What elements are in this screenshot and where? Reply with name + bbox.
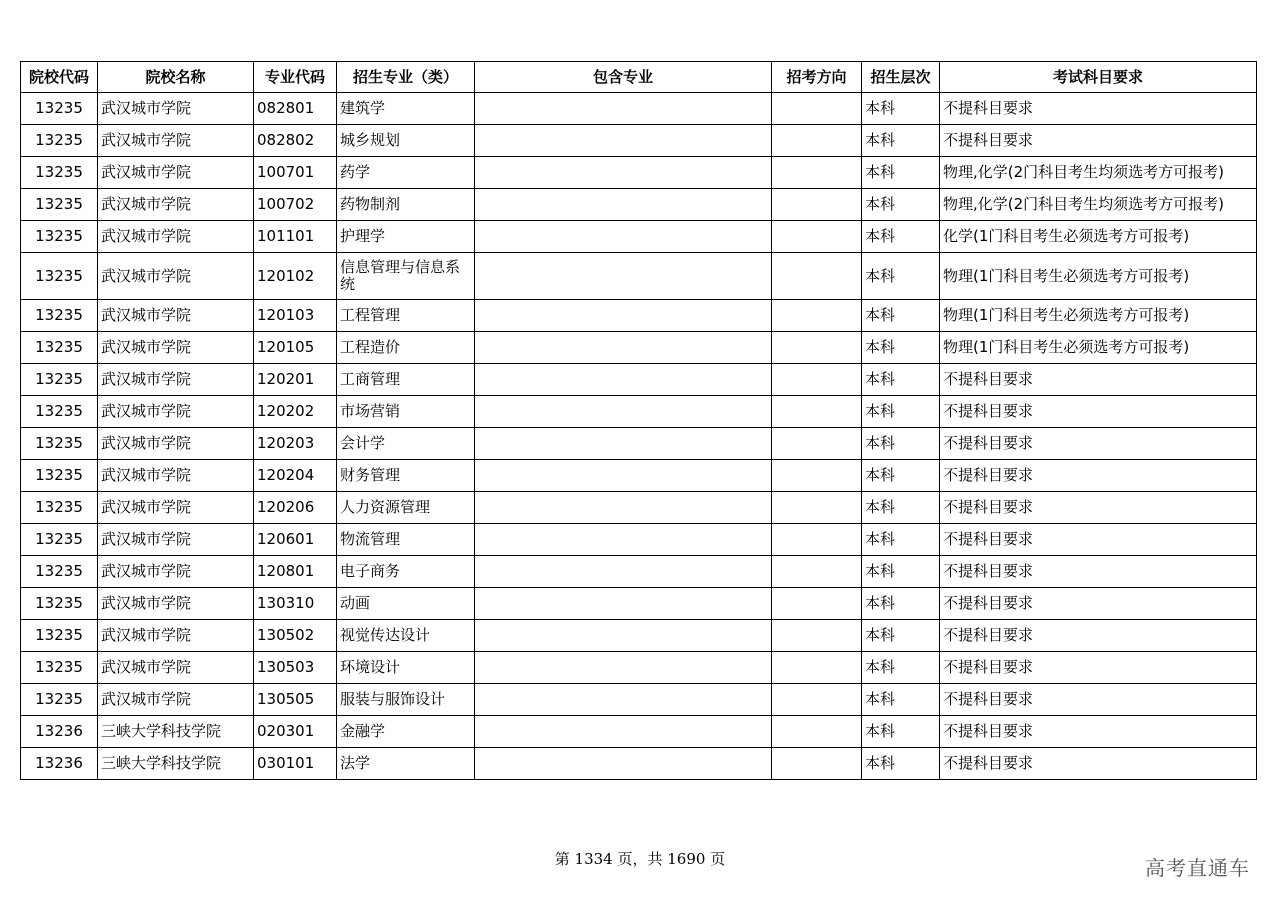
major-cell: 城乡规划 xyxy=(337,125,475,157)
school-name-cell: 武汉城市学院 xyxy=(98,556,254,588)
major-cell: 市场营销 xyxy=(337,396,475,428)
major-cell: 金融学 xyxy=(337,716,475,748)
school-name-cell: 武汉城市学院 xyxy=(98,157,254,189)
table-row xyxy=(21,524,1257,556)
level-cell: 本科 xyxy=(862,716,940,748)
school-code-cell: 13235 xyxy=(21,588,98,620)
major-code-cell: 130502 xyxy=(254,620,337,652)
subject-requirement-cell: 不提科目要求 xyxy=(940,684,1257,716)
school-code-cell: 13235 xyxy=(21,125,98,157)
subject-requirement-cell: 物理,化学(2门科目考生均须选考方可报考) xyxy=(940,189,1257,221)
major-cell: 物流管理 xyxy=(337,524,475,556)
school-name-cell: 武汉城市学院 xyxy=(98,253,254,300)
header-school-code: 院校代码 xyxy=(21,62,98,93)
direction-cell xyxy=(772,221,862,253)
direction-cell xyxy=(772,93,862,125)
school-name-cell: 武汉城市学院 xyxy=(98,364,254,396)
school-code-cell: 13235 xyxy=(21,332,98,364)
table-row xyxy=(21,652,1257,684)
major-cell: 会计学 xyxy=(337,428,475,460)
level-cell: 本科 xyxy=(862,620,940,652)
subject-requirement-cell: 不提科目要求 xyxy=(940,524,1257,556)
header-major: 招生专业（类） xyxy=(337,62,475,93)
included-majors-cell xyxy=(475,748,772,780)
school-name-cell: 武汉城市学院 xyxy=(98,189,254,221)
subject-requirement-cell: 不提科目要求 xyxy=(940,396,1257,428)
subject-requirement-cell: 化学(1门科目考生必须选考方可报考) xyxy=(940,221,1257,253)
school-code-cell: 13235 xyxy=(21,428,98,460)
major-code-cell: 120201 xyxy=(254,364,337,396)
level-cell: 本科 xyxy=(862,588,940,620)
school-name-cell: 武汉城市学院 xyxy=(98,684,254,716)
major-code-cell: 101101 xyxy=(254,221,337,253)
level-cell: 本科 xyxy=(862,684,940,716)
major-code-cell: 130505 xyxy=(254,684,337,716)
included-majors-cell xyxy=(475,652,772,684)
major-cell: 服装与服饰设计 xyxy=(337,684,475,716)
major-cell: 信息管理与信息系统 xyxy=(337,253,475,300)
level-cell: 本科 xyxy=(862,332,940,364)
school-code-cell: 13235 xyxy=(21,189,98,221)
header-subject-requirement: 考试科目要求 xyxy=(940,62,1257,93)
subject-requirement-cell: 物理(1门科目考生必须选考方可报考) xyxy=(940,332,1257,364)
major-code-cell: 120206 xyxy=(254,492,337,524)
direction-cell xyxy=(772,428,862,460)
included-majors-cell xyxy=(475,588,772,620)
major-code-cell: 082802 xyxy=(254,125,337,157)
school-name-cell: 武汉城市学院 xyxy=(98,492,254,524)
level-cell: 本科 xyxy=(862,524,940,556)
school-name-cell: 武汉城市学院 xyxy=(98,125,254,157)
subject-requirement-cell: 不提科目要求 xyxy=(940,556,1257,588)
included-majors-cell xyxy=(475,253,772,300)
included-majors-cell xyxy=(475,428,772,460)
school-code-cell: 13235 xyxy=(21,364,98,396)
included-majors-cell xyxy=(475,157,772,189)
table-row xyxy=(21,253,1257,300)
direction-cell xyxy=(772,748,862,780)
major-cell: 药物制剂 xyxy=(337,189,475,221)
direction-cell xyxy=(772,588,862,620)
subject-requirement-cell: 不提科目要求 xyxy=(940,125,1257,157)
watermark: 高考直通车 xyxy=(1145,856,1250,880)
school-name-cell: 武汉城市学院 xyxy=(98,332,254,364)
school-name-cell: 武汉城市学院 xyxy=(98,428,254,460)
major-cell: 视觉传达设计 xyxy=(337,620,475,652)
subject-requirement-cell: 物理(1门科目考生必须选考方可报考) xyxy=(940,300,1257,332)
major-code-cell: 120601 xyxy=(254,524,337,556)
header-school-name: 院校名称 xyxy=(98,62,254,93)
direction-cell xyxy=(772,524,862,556)
header-major-code: 专业代码 xyxy=(254,62,337,93)
major-code-cell: 120203 xyxy=(254,428,337,460)
page-number: 第 1334 页，共 1690 页 xyxy=(554,850,726,868)
school-code-cell: 13235 xyxy=(21,460,98,492)
admissions-table xyxy=(20,61,1257,780)
major-code-cell: 100702 xyxy=(254,189,337,221)
included-majors-cell xyxy=(475,364,772,396)
header-level: 招生层次 xyxy=(862,62,940,93)
major-cell: 环境设计 xyxy=(337,652,475,684)
table-row xyxy=(21,684,1257,716)
major-cell: 法学 xyxy=(337,748,475,780)
major-cell: 护理学 xyxy=(337,221,475,253)
included-majors-cell xyxy=(475,93,772,125)
major-cell: 电子商务 xyxy=(337,556,475,588)
level-cell: 本科 xyxy=(862,125,940,157)
direction-cell xyxy=(772,716,862,748)
table-row xyxy=(21,428,1257,460)
school-name-cell: 武汉城市学院 xyxy=(98,588,254,620)
school-code-cell: 13235 xyxy=(21,221,98,253)
direction-cell xyxy=(772,396,862,428)
direction-cell xyxy=(772,684,862,716)
table-row xyxy=(21,396,1257,428)
header-included-majors: 包含专业 xyxy=(475,62,772,93)
major-cell: 工程造价 xyxy=(337,332,475,364)
major-code-cell: 130310 xyxy=(254,588,337,620)
subject-requirement-cell: 不提科目要求 xyxy=(940,364,1257,396)
table-row xyxy=(21,716,1257,748)
direction-cell xyxy=(772,189,862,221)
major-code-cell: 030101 xyxy=(254,748,337,780)
school-code-cell: 13235 xyxy=(21,396,98,428)
level-cell: 本科 xyxy=(862,189,940,221)
table-row xyxy=(21,460,1257,492)
table-row xyxy=(21,556,1257,588)
level-cell: 本科 xyxy=(862,396,940,428)
direction-cell xyxy=(772,157,862,189)
major-code-cell: 020301 xyxy=(254,716,337,748)
subject-requirement-cell: 不提科目要求 xyxy=(940,492,1257,524)
school-code-cell: 13235 xyxy=(21,652,98,684)
major-code-cell: 120103 xyxy=(254,300,337,332)
table-row xyxy=(21,620,1257,652)
direction-cell xyxy=(772,300,862,332)
included-majors-cell xyxy=(475,396,772,428)
table-row xyxy=(21,157,1257,189)
subject-requirement-cell: 物理,化学(2门科目考生均须选考方可报考) xyxy=(940,157,1257,189)
major-code-cell: 120204 xyxy=(254,460,337,492)
level-cell: 本科 xyxy=(862,93,940,125)
subject-requirement-cell: 不提科目要求 xyxy=(940,460,1257,492)
major-cell: 工程管理 xyxy=(337,300,475,332)
school-name-cell: 武汉城市学院 xyxy=(98,93,254,125)
school-code-cell: 13235 xyxy=(21,620,98,652)
direction-cell xyxy=(772,125,862,157)
school-name-cell: 武汉城市学院 xyxy=(98,396,254,428)
header-direction: 招考方向 xyxy=(772,62,862,93)
school-code-cell: 13236 xyxy=(21,748,98,780)
school-code-cell: 13235 xyxy=(21,492,98,524)
direction-cell xyxy=(772,332,862,364)
direction-cell xyxy=(772,652,862,684)
subject-requirement-cell: 不提科目要求 xyxy=(940,588,1257,620)
table-row xyxy=(21,125,1257,157)
direction-cell xyxy=(772,492,862,524)
level-cell: 本科 xyxy=(862,652,940,684)
school-name-cell: 武汉城市学院 xyxy=(98,460,254,492)
school-name-cell: 三峡大学科技学院 xyxy=(98,748,254,780)
subject-requirement-cell: 不提科目要求 xyxy=(940,716,1257,748)
included-majors-cell xyxy=(475,524,772,556)
table-row xyxy=(21,748,1257,780)
table-row xyxy=(21,221,1257,253)
major-code-cell: 120801 xyxy=(254,556,337,588)
level-cell: 本科 xyxy=(862,428,940,460)
included-majors-cell xyxy=(475,189,772,221)
subject-requirement-cell: 不提科目要求 xyxy=(940,620,1257,652)
subject-requirement-cell: 不提科目要求 xyxy=(940,93,1257,125)
subject-requirement-cell: 不提科目要求 xyxy=(940,748,1257,780)
level-cell: 本科 xyxy=(862,364,940,396)
major-code-cell: 100701 xyxy=(254,157,337,189)
level-cell: 本科 xyxy=(862,492,940,524)
major-cell: 财务管理 xyxy=(337,460,475,492)
school-code-cell: 13235 xyxy=(21,157,98,189)
subject-requirement-cell: 不提科目要求 xyxy=(940,428,1257,460)
major-code-cell: 120105 xyxy=(254,332,337,364)
major-cell: 建筑学 xyxy=(337,93,475,125)
table-row xyxy=(21,300,1257,332)
subject-requirement-cell: 不提科目要求 xyxy=(940,652,1257,684)
school-code-cell: 13235 xyxy=(21,300,98,332)
table-row xyxy=(21,588,1257,620)
school-code-cell: 13235 xyxy=(21,684,98,716)
school-name-cell: 武汉城市学院 xyxy=(98,221,254,253)
included-majors-cell xyxy=(475,125,772,157)
level-cell: 本科 xyxy=(862,748,940,780)
school-name-cell: 三峡大学科技学院 xyxy=(98,716,254,748)
included-majors-cell xyxy=(475,684,772,716)
included-majors-cell xyxy=(475,460,772,492)
school-code-cell: 13235 xyxy=(21,93,98,125)
included-majors-cell xyxy=(475,332,772,364)
major-code-cell: 130503 xyxy=(254,652,337,684)
school-code-cell: 13235 xyxy=(21,253,98,300)
table-row xyxy=(21,189,1257,221)
major-code-cell: 120102 xyxy=(254,253,337,300)
school-code-cell: 13235 xyxy=(21,524,98,556)
major-cell: 动画 xyxy=(337,588,475,620)
major-code-cell: 120202 xyxy=(254,396,337,428)
table-row xyxy=(21,492,1257,524)
major-cell: 药学 xyxy=(337,157,475,189)
level-cell: 本科 xyxy=(862,221,940,253)
included-majors-cell xyxy=(475,620,772,652)
major-code-cell: 082801 xyxy=(254,93,337,125)
direction-cell xyxy=(772,253,862,300)
direction-cell xyxy=(772,620,862,652)
level-cell: 本科 xyxy=(862,460,940,492)
major-cell: 工商管理 xyxy=(337,364,475,396)
direction-cell xyxy=(772,364,862,396)
subject-requirement-cell: 物理(1门科目考生必须选考方可报考) xyxy=(940,253,1257,300)
included-majors-cell xyxy=(475,556,772,588)
included-majors-cell xyxy=(475,300,772,332)
major-cell: 人力资源管理 xyxy=(337,492,475,524)
level-cell: 本科 xyxy=(862,253,940,300)
school-name-cell: 武汉城市学院 xyxy=(98,652,254,684)
level-cell: 本科 xyxy=(862,300,940,332)
table-row xyxy=(21,93,1257,125)
table-header-row xyxy=(21,62,1257,93)
included-majors-cell xyxy=(475,492,772,524)
school-name-cell: 武汉城市学院 xyxy=(98,300,254,332)
direction-cell xyxy=(772,556,862,588)
school-code-cell: 13235 xyxy=(21,556,98,588)
level-cell: 本科 xyxy=(862,556,940,588)
school-code-cell: 13236 xyxy=(21,716,98,748)
school-name-cell: 武汉城市学院 xyxy=(98,524,254,556)
level-cell: 本科 xyxy=(862,157,940,189)
included-majors-cell xyxy=(475,221,772,253)
direction-cell xyxy=(772,460,862,492)
table-row xyxy=(21,332,1257,364)
included-majors-cell xyxy=(475,716,772,748)
school-name-cell: 武汉城市学院 xyxy=(98,620,254,652)
table-row xyxy=(21,364,1257,396)
